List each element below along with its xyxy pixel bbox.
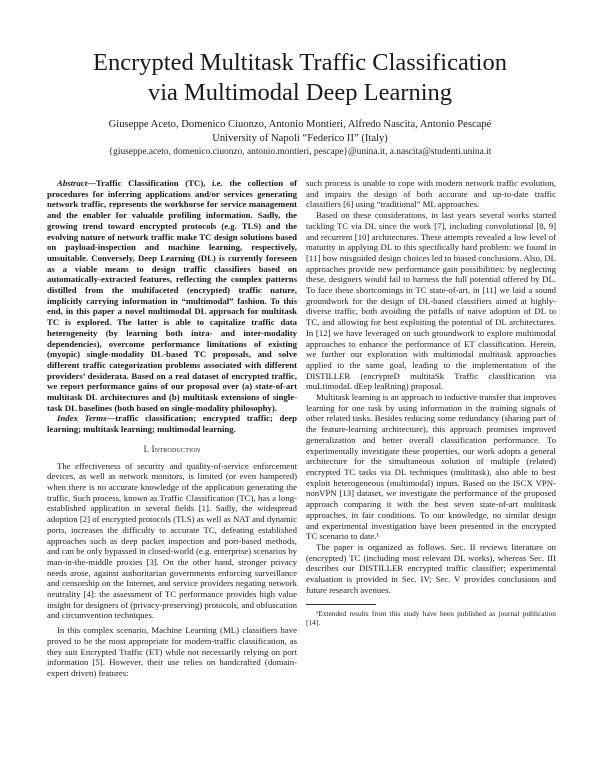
body-paragraph: In this complex scenario, Machine Learning (ML) classifiers have proved to be the most appropriate for modern-traffic classification, as they suit Encrypted Traffic (ET) while not necessarily relying on port information [5]. However, their use relies on handcrafted (domain-expert driven) features: bbox=[47, 625, 297, 678]
section-heading-introduction: I. Introduction bbox=[143, 443, 201, 454]
footnote-divider bbox=[306, 604, 376, 605]
abstract-label: Abstract bbox=[57, 178, 88, 188]
index-terms-paragraph bbox=[47, 413, 297, 434]
right-column bbox=[306, 178, 556, 627]
abstract-paragraph bbox=[47, 178, 297, 413]
author-list: Giuseppe Aceto, Domenico Ciuonzo, Antonio Montieri, Alfredo Nascita, Antonio Pescapé bbox=[108, 119, 492, 130]
paper-title bbox=[40, 48, 560, 108]
index-terms-text: —traffic classification; encrypted traffic; deep learning; multitask learning; multimodal learning. bbox=[47, 413, 297, 435]
left-column bbox=[47, 178, 297, 679]
body-paragraph: Multitask learning is an approach to inductive transfer that improves learning for one task by using information in the training signals of other related tasks. Besides reducing some redundancy (sharing part of the feature-learning architecture), this approach promises improved generalization and better overall classification performance. To experimentally investigate these properties, our work adopts a general architecture for the simultaneous solution of multiple (related) encrypted TC tasks via DL techniques (multitask), also able to best exploit heterogeneous (multimodal) inputs. Based on the ISCX VPN-nonVPN [13] dataset, we investigate the performance of the proposed approach comparing it with the best seven state-of-art multitask approaches, in fair conditions. To our knowledge, no similar design and experimental investigation have been presented in the encrypted TC scenario to date.¹ bbox=[306, 392, 556, 542]
body-paragraph: The effectiveness of security and quality-of-service enforcement devices, as well as network monitors, is limited (or even hampered) when there is no accurate knowledge of the application generating the traffic. Such process, known as Traffic Classification (TC), has a long-established application in several fields [1]. Sadly, the widespread adoption [2] of encrypted protocols (TLS) as well as NAT and dynamic ports, increases the difficulty to accurate TC, defeating established approaches such as deep packet inspection and port-based methods, and can be only bypassed in closed-world (e.g. enterprise) scenarios by man-in-the-middle proxies [3]. On the other hand, stronger privacy needs arose, against authoritarian governments enforcing surveillance and censorship on the Internet, and service providers negating network neutrality [4]: the assessment of TC performance provides high value insight for designers of (privacy-preserving) protocols, and obfuscation and circumvention techniques. bbox=[47, 460, 297, 621]
body-paragraph: such process is unable to cope with modern network traffic evolution, and impairs the design of both accurate and up-to-date traffic classifiers [6] using “traditional” ML approaches. bbox=[306, 178, 556, 210]
paper-title-line-1: Encrypted Multitask Traffic Classification bbox=[93, 49, 507, 76]
author-emails: {giuseppe.aceto, domenico.ciuonzo, antonio.montieri, pescape}@unina.it, a.nascita@studenti.unina.it bbox=[108, 147, 492, 157]
body-paragraph: The paper is organized as follows. Sec. II reviews literature on (encrypted) TC (including most relevant DL works), whereas Sec. III describes our DISTILLER encrypted traffic classifier; experimental evaluation is provided in Sec. IV; Sec. V provides conclusions and future research avenues. bbox=[306, 541, 556, 595]
index-terms-label: Index Terms bbox=[57, 413, 107, 424]
abstract-text: —Traffic Classification (TC), i.e. the collection of procedures for inferring applications and/or services generating network traffic, represents the workhorse for service management and the enabler for valuable profiling information. Sadly, the growing trend toward encrypted protocols (e.g. TLS) and the evolving nature of network traffic make TC design solutions based on payload-inspection and machine learning, respectively, unsuitable. Conversely, Deep Learning (DL) is currently foreseen as a viable means to design traffic classifiers based on automatically-extracted features, reflecting the complex patterns distilled from the multifaceted (encrypted) traffic nature, implicitly carrying information in “multimodal” fashion. To this end, in this paper a novel multimodal DL approach for multitask TC is explored. The latter is able to capitalize traffic data heterogeneity (by learning both intra- and inter-modality dependencies), overcome performance limitations of existing (myopic) single-modality DL-based TC proposals, and solve different traffic categorization problems associated with different providers’ desiderata. Based on a real dataset of encrypted traffic, we report performance gains of our proposal over (a) state-of-art multitask DL architectures and (b) multitask extensions of single-task DL baselines (both based on single-modality philosophy). bbox=[47, 178, 297, 413]
body-paragraph: Based on these considerations, in last years several works started tackling TC via DL since the work [7], including convolutional [8, 9] and recurrent [10] architectures. These attempts revealed a low level of maturity in applying DL to this specifically hard problem: we found in [11] how misguided design choices led to biased conclusions. Also, DL approaches provide new performance gain possibilities: by neglecting these, designers would fail to harness the full potential offered by DL. To face these shortcomings in TC state-of-art, in [11] we laid a sound groundwork for the design of DL-based classifiers aimed at highly-diverse traffic, both avoiding the pitfalls of naive adoption of DL to TC, and allowing for best exploiting the potential of DL architectures. In [12] we have leveraged on such groundwork to explore multimodal approaches to enhance the performance of ET classification. Herein, we further our exploration with multimodal multitask approaches applied to the same goal, leading to the implementation of the DISTILLER (encrypteD multitaSk Traffic classIfication via muLtimodaL dEep leaRning) proposal. bbox=[306, 210, 556, 392]
footnote: ¹Extended results from this study have been published as journal publication [14]. bbox=[306, 609, 556, 628]
author-affiliation: University of Napoli “Federico II” (Italy) bbox=[212, 133, 388, 144]
paper-title-line-2: via Multimodal Deep Learning bbox=[147, 79, 453, 106]
